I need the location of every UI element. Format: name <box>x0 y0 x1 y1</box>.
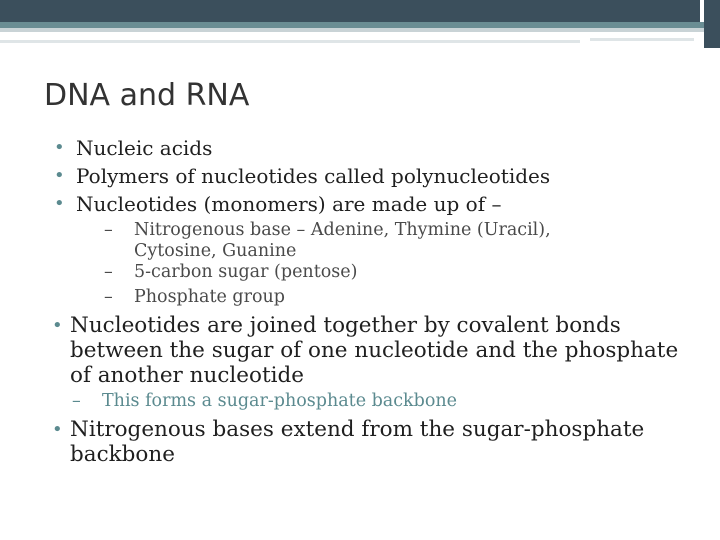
bullet-nucleotides-made-of: • Nucleotides (monomers) are made up of – <box>76 192 501 216</box>
bullet-polymers: • Polymers of nucleotides called polynucleotides <box>76 164 550 188</box>
header-dark-bar <box>0 0 700 22</box>
subpoint-sugar: – 5-carbon sugar (pentose) <box>134 262 594 283</box>
header-thin-line-left <box>0 40 580 43</box>
header-thin-line-right <box>590 38 694 41</box>
bullet-bases-extend: • Nitrogenous bases extend from the sugar-phosphate backbone <box>70 417 690 467</box>
bullet-nucleotides-joined: • Nucleotides are joined together by covalent bonds between the sugar of one nucleotide and the phosphate of another nucleotide <box>70 313 690 388</box>
header-gray-bar <box>0 28 720 32</box>
bullet-nucleic-acids: • Nucleic acids <box>76 136 212 160</box>
slide-title: DNA and RNA <box>44 78 250 113</box>
header-right-block <box>704 0 720 48</box>
subpoint-phosphate: – Phosphate group <box>134 287 594 308</box>
subpoint-nitrogenous-base: – Nitrogenous base – Adenine, Thymine (Uracil), Cytosine, Guanine <box>134 220 594 262</box>
subpoint-backbone: – This forms a sugar-phosphate backbone <box>102 391 662 412</box>
